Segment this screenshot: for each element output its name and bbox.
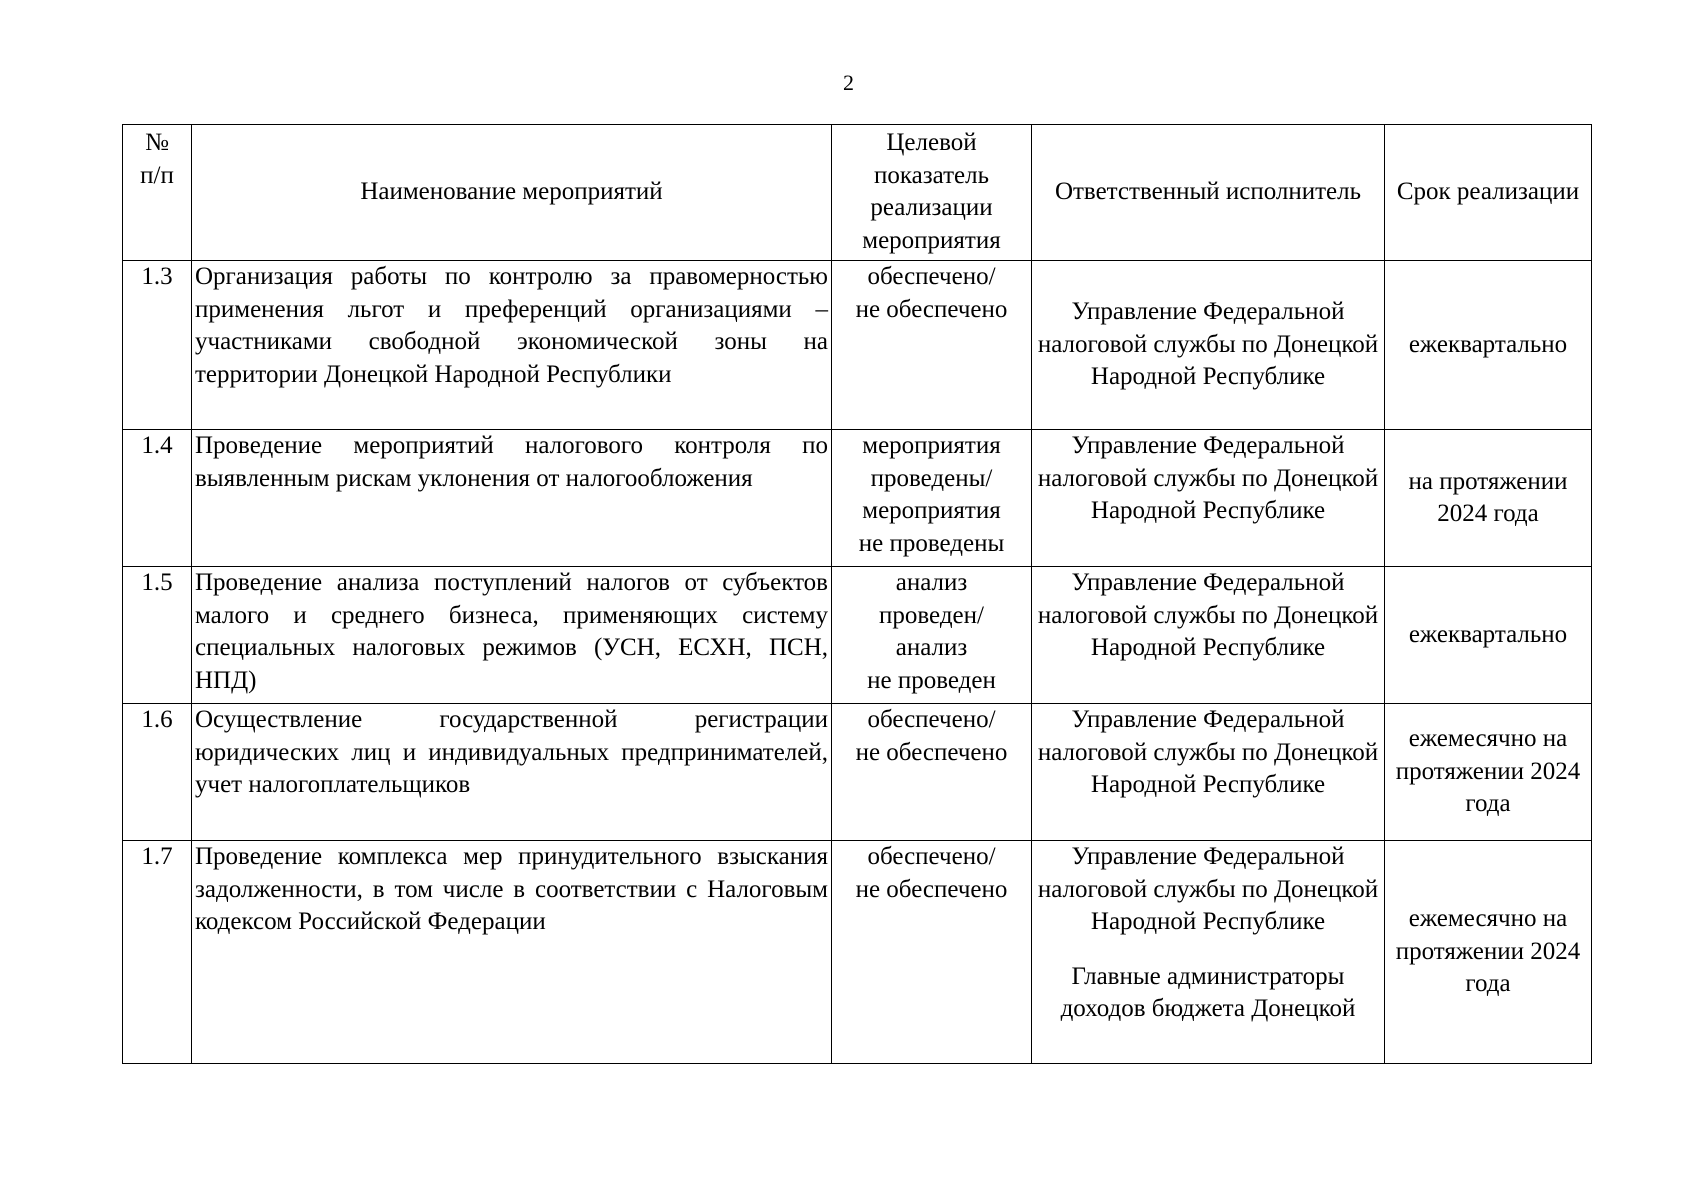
responsible-text: Управление Федеральной налоговой службы по Донецкой Народной Республике — [1037, 432, 1379, 524]
row-responsible — [1032, 567, 1385, 704]
header-target: Целевой показатель реализации мероприятия — [832, 125, 1032, 261]
target-line: обеспечено/ — [867, 706, 996, 733]
row-responsible — [1032, 841, 1385, 1064]
row-name: Проведение анализа поступлений налогов от субъектов малого и среднего бизнеса, применяющих систему специальных налоговых режимов (УСН, ЕСХН, ПСН, НПД) — [192, 567, 832, 704]
target-line: не обеспечено — [855, 295, 1008, 323]
target-line: анализ — [895, 569, 968, 596]
row-number: 1.3 — [123, 261, 192, 430]
row-number: 1.7 — [123, 841, 192, 1064]
page-number: 2 — [843, 70, 854, 95]
responsible-text: Управление Федеральной налоговой службы по Донецкой Народной Республике — [1037, 843, 1379, 935]
row-target — [832, 430, 1032, 567]
responsible-text: Управление Федеральной налоговой службы по Донецкой Народной Республике — [1037, 569, 1379, 661]
measures-table — [122, 124, 1592, 1064]
target-line: проведен/ — [879, 601, 984, 629]
header-name: Наименование мероприятий — [192, 125, 832, 261]
row-term: на протяжении 2024 года — [1385, 430, 1592, 567]
responsible-spacer — [1035, 939, 1381, 961]
row-target — [832, 261, 1032, 430]
target-line: обеспечено/ — [867, 263, 996, 290]
row-term: ежемесячно на протяжении 2024 года — [1385, 841, 1592, 1064]
row-term: ежемесячно на протяжении 2024 года — [1385, 704, 1592, 841]
table-row — [123, 261, 1592, 430]
target-line: анализ — [895, 634, 968, 661]
responsible-text: Управление Федеральной налоговой службы по Донецкой Народной Республике — [1037, 298, 1379, 391]
row-name: Проведение мероприятий налогового контроля по выявленным рискам уклонения от налогообложения — [192, 430, 832, 567]
table-header-row — [123, 125, 1592, 261]
responsible-text: Управление Федеральной налоговой службы по Донецкой Народной Республике — [1037, 706, 1379, 798]
target-line: мероприятия — [862, 497, 1001, 524]
row-responsible — [1032, 704, 1385, 841]
header-number-abbr: п/п — [140, 161, 174, 189]
header-responsible: Ответственный исполнитель — [1032, 125, 1385, 261]
row-number: 1.6 — [123, 704, 192, 841]
row-number: 1.5 — [123, 567, 192, 704]
header-number-symbol: № — [145, 129, 169, 156]
row-target — [832, 567, 1032, 704]
row-target — [832, 704, 1032, 841]
target-line: не проведен — [867, 666, 996, 694]
row-term: ежеквартально — [1385, 261, 1592, 430]
responsible-text-secondary: Главные администраторы доходов бюджета Донецкой — [1060, 962, 1356, 1022]
row-number: 1.4 — [123, 430, 192, 567]
table-row — [123, 567, 1592, 704]
row-term: ежеквартально — [1385, 567, 1592, 704]
table-row — [123, 704, 1592, 841]
row-target — [832, 841, 1032, 1064]
table-row — [123, 841, 1592, 1064]
row-name: Проведение комплекса мер принудительного взыскания задолженности, в том числе в соответствии с Налоговым кодексом Российской Федерации — [192, 841, 832, 1064]
target-line: не обеспечено — [855, 738, 1008, 766]
target-line: мероприятия — [862, 432, 1001, 459]
row-name: Осуществление государственной регистрации юридических лиц и индивидуальных предпринимателей, учет налогоплательщиков — [192, 704, 832, 841]
row-responsible — [1032, 261, 1385, 430]
table-row — [123, 430, 1592, 567]
target-line: проведены/ — [870, 464, 993, 492]
target-line: обеспечено/ — [867, 843, 996, 870]
row-name: Организация работы по контролю за правомерностью применения льгот и преференций организациями – участниками свободной экономической зоны на территории Донецкой Народной Республики — [192, 261, 832, 430]
header-term: Срок реализации — [1385, 125, 1592, 261]
target-line: не проведены — [858, 529, 1005, 557]
header-number — [123, 125, 192, 261]
target-line: не обеспечено — [855, 875, 1008, 903]
row-responsible — [1032, 430, 1385, 567]
